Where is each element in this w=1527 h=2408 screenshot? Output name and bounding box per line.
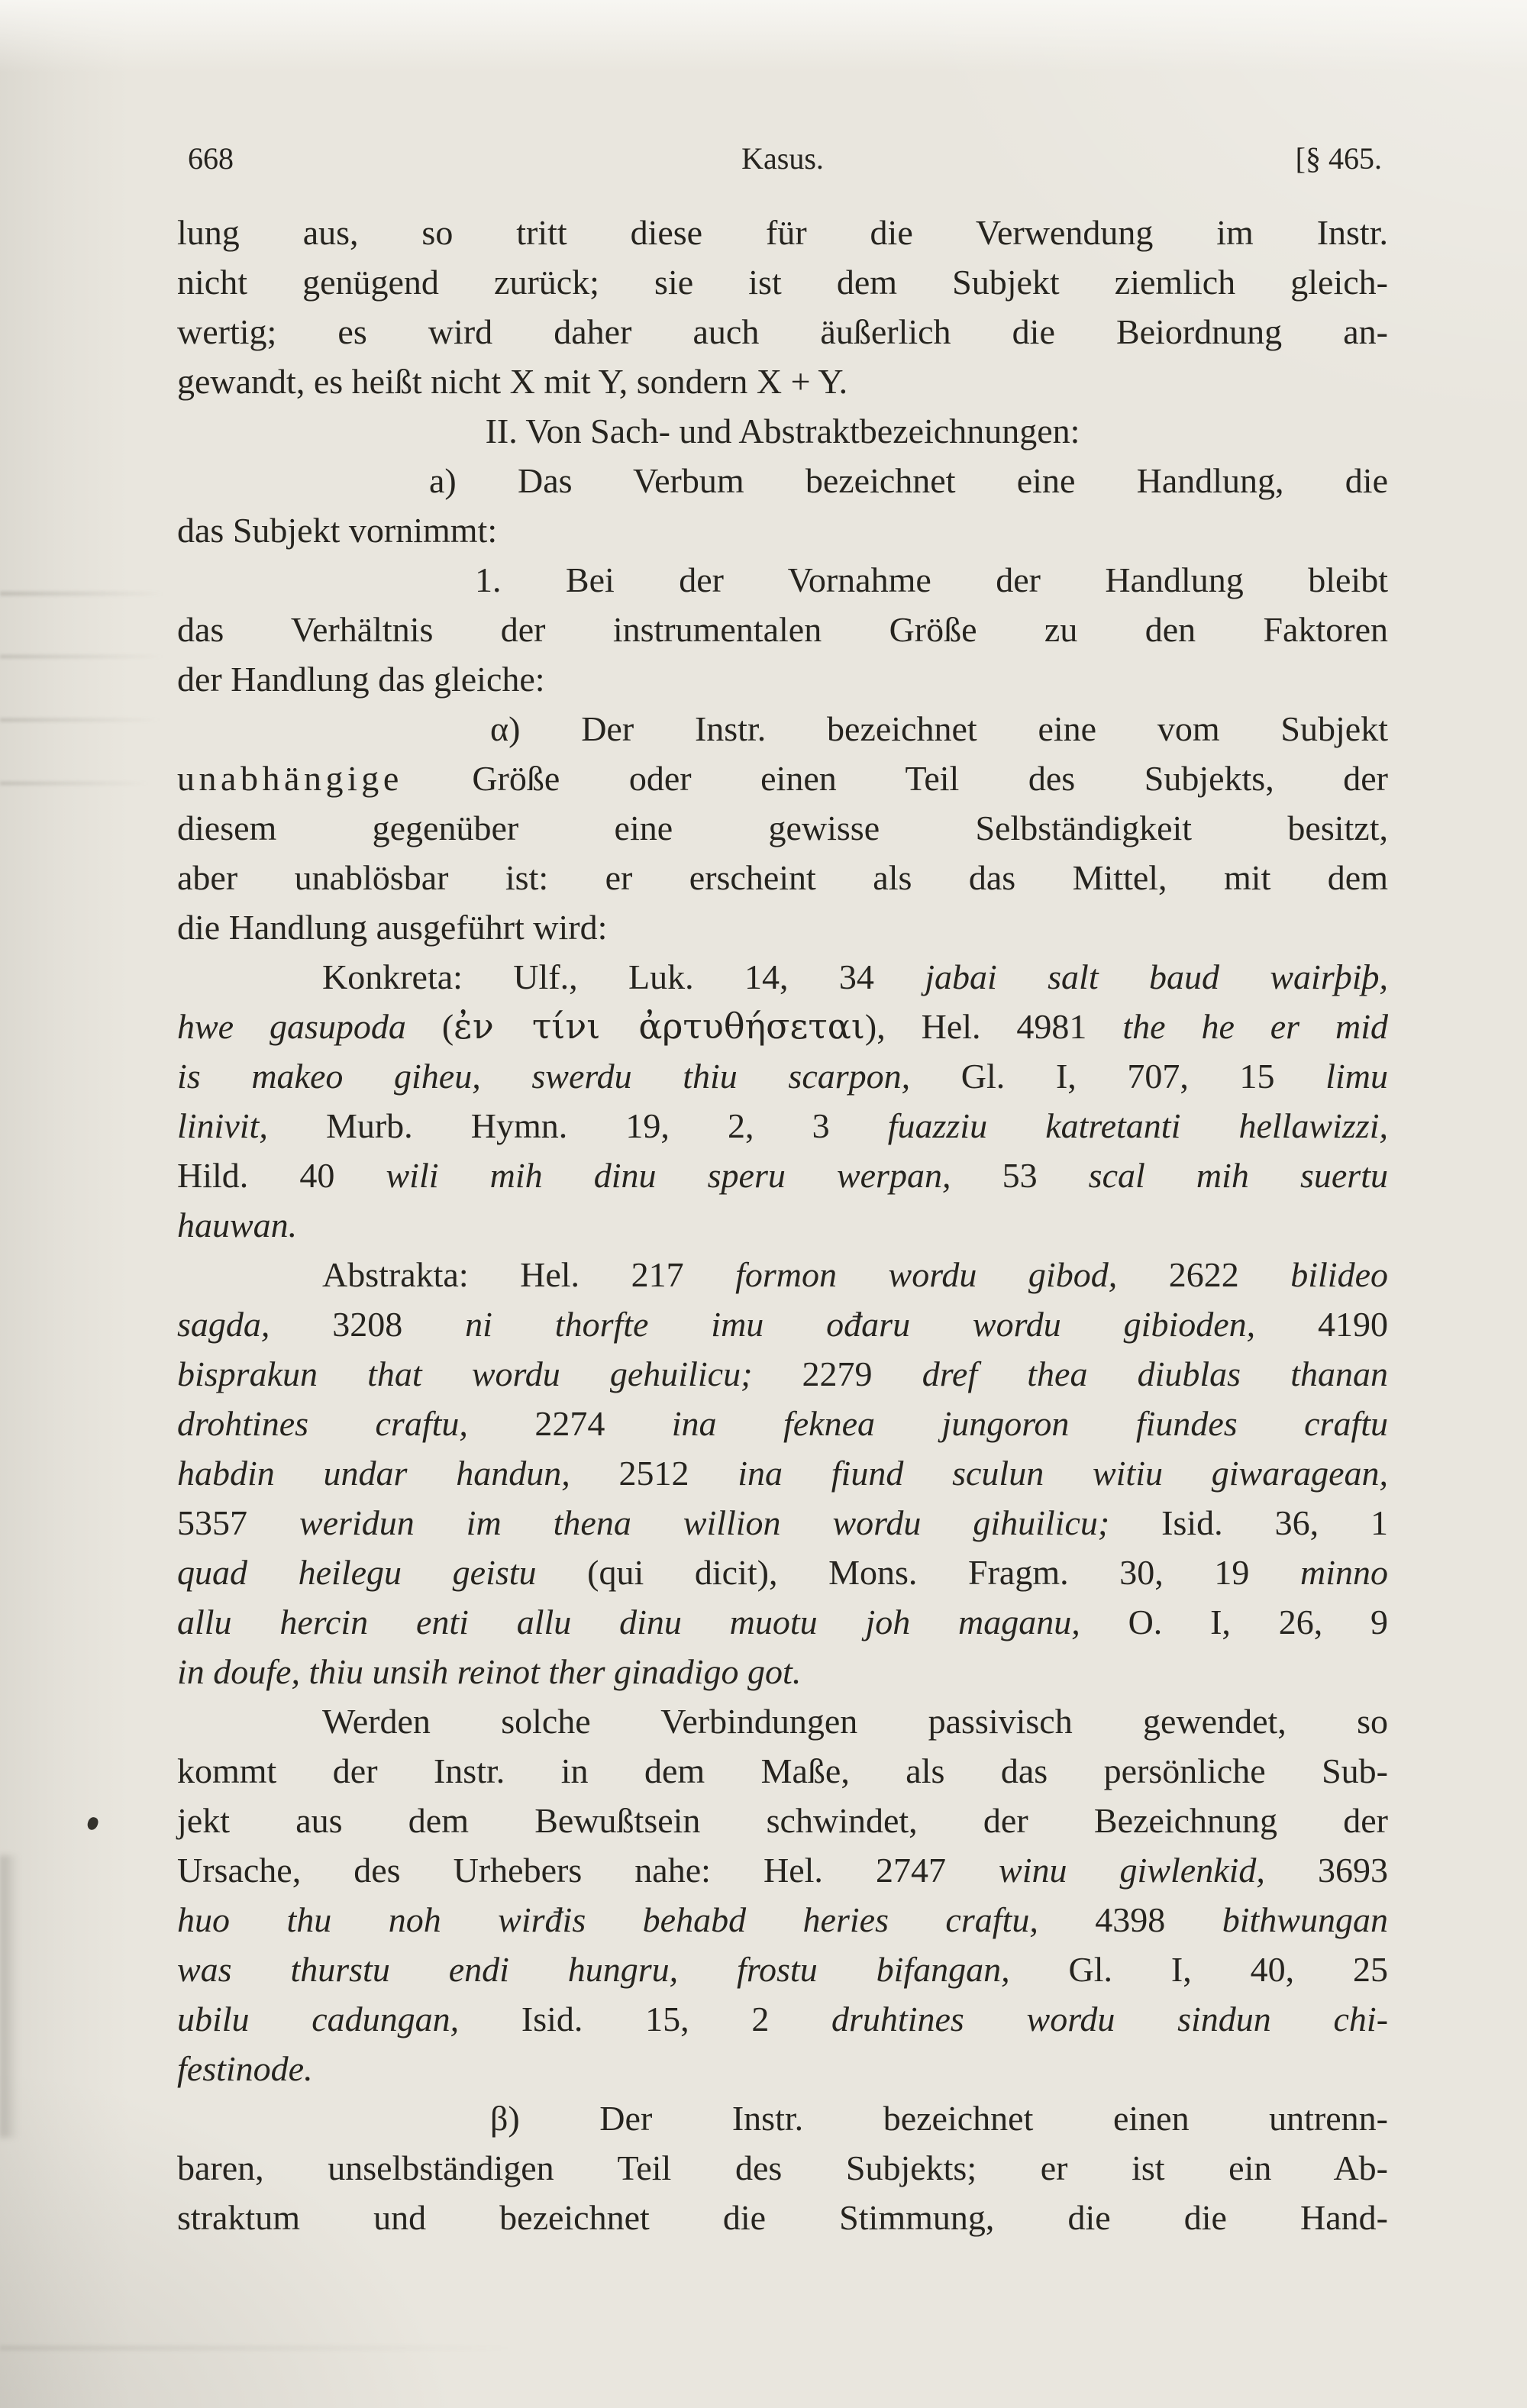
citation-italic-text: was thurstu endi hungru, frostu bifangan,: [177, 1950, 1069, 1989]
citation-italic-text: winu giwlenkid,: [999, 1851, 1318, 1890]
text-line: [177, 1299, 1388, 1349]
text-line: [177, 1448, 1388, 1498]
citation-italic-text: formon wordu gibod,: [735, 1255, 1169, 1294]
citation-italic-text: quad heilegu geistu: [177, 1553, 588, 1592]
text-line: [177, 1151, 1388, 1200]
citation-italic-text: the he er mid: [1122, 1007, 1388, 1046]
body-text: nicht genügend zurück; sie ist dem Subjekt ziemlich gleich-: [177, 263, 1388, 302]
body-text: Abstrakta: Hel. 217: [322, 1255, 736, 1294]
text-line: [177, 1548, 1388, 1597]
citation-italic-text: drohtines craftu,: [177, 1404, 535, 1443]
body-text: Werden solche Verbindungen passivisch gewendet, so: [322, 1702, 1388, 1741]
text-line: [177, 456, 1388, 505]
body-text: β) Der Instr. bezeichnet einen untrenn-: [490, 2099, 1388, 2138]
body-text: der Handlung das gleiche:: [177, 660, 545, 699]
citation-italic-text: hwe gasupoda: [177, 1007, 442, 1046]
body-text: 2274: [534, 1404, 672, 1443]
citation-italic-text: ubilu cadungan,: [177, 2000, 521, 2038]
body-text: 53: [1002, 1156, 1089, 1195]
body-text: (qui dicit), Mons. Fragm. 30, 19: [587, 1553, 1300, 1592]
citation-italic-text: jabai salt baud wairþiþ,: [925, 957, 1388, 996]
text-line: [177, 1250, 1388, 1299]
citation-italic-text: minno: [1300, 1553, 1388, 1592]
text-line: [177, 1399, 1388, 1448]
body-text: Größe oder einen Teil des Subjekts, der: [402, 759, 1388, 798]
text-line: [177, 1349, 1388, 1399]
scan-streak-artifact: [0, 592, 164, 596]
text-line: [177, 1845, 1388, 1895]
text-line: [177, 257, 1388, 307]
body-text: Gl. I, 707, 15: [960, 1057, 1326, 1096]
text-line: [177, 1101, 1388, 1151]
text-line: [177, 605, 1388, 654]
body-text: O. I, 26, 9: [1128, 1603, 1388, 1641]
text-line: [177, 1597, 1388, 1647]
text-line: [177, 1796, 1388, 1845]
body-text: straktum und bezeichnet die Stimmung, die die Hand-: [177, 2198, 1388, 2237]
text-line: [177, 1746, 1388, 1796]
citation-italic-text: dref thea diublas thanan: [922, 1354, 1388, 1393]
scan-streak-artifact: [0, 2345, 519, 2351]
greek-text: ἐν τίνι ἀρτυθήσεται: [454, 1005, 865, 1047]
body-text: Gl. I, 40, 25: [1068, 1950, 1389, 1989]
body-text: α) Der Instr. bezeichnet eine vom Subjekt: [490, 709, 1388, 748]
body-text: das Subjekt vornimmt:: [177, 511, 498, 550]
body-text: diesem gegenüber eine gewisse Selbständigkeit besitzt,: [177, 809, 1388, 847]
running-title: Kasus.: [741, 141, 824, 176]
text-line: [177, 902, 1388, 952]
body-text: Konkreta: Ulf., Luk. 14, 34: [322, 957, 925, 996]
text-line: [177, 1002, 1388, 1051]
citation-italic-text: limu: [1325, 1057, 1388, 1096]
citation-italic-text: bithwungan: [1222, 1900, 1388, 1939]
text-line: [177, 1696, 1388, 1746]
citation-italic-text: fuazziu katretanti hellawizzi,: [887, 1106, 1388, 1145]
body-text: die Handlung ausgeführt wird:: [177, 908, 608, 947]
text-line: [177, 1994, 1388, 2044]
body-text: ), Hel. 4981: [864, 1007, 1123, 1046]
citation-italic-text: weridun im thena willion wordu gihuilicu;: [299, 1503, 1162, 1542]
citation-italic-text: ni thorfte imu ođaru wordu gibioden,: [465, 1305, 1319, 1344]
body-text: gewandt, es heißt nicht X mit Y, sondern X + Y.: [177, 362, 848, 401]
body-text: (: [441, 1007, 454, 1046]
body-text: 3693: [1317, 1851, 1388, 1890]
citation-italic-text: allu hercin enti allu dinu muotu joh maganu,: [177, 1603, 1128, 1641]
citation-italic-text: huo thu noh wirđis behabd heries craftu,: [177, 1900, 1096, 1939]
body-text-block: [177, 208, 1388, 2242]
text-line: [177, 1895, 1388, 1945]
body-text: 1. Bei der Vornahme der Handlung bleibt: [475, 560, 1388, 599]
citation-italic-text: wili mih dinu speru werpan,: [386, 1156, 1002, 1195]
page-header: [177, 136, 1388, 182]
body-text: lung aus, so tritt diese für die Verwendung im Instr.: [177, 213, 1388, 252]
citation-italic-text: festinode.: [177, 2049, 313, 2088]
text-line: [177, 357, 1388, 406]
text-line: [177, 1051, 1388, 1101]
body-text: Isid. 36, 1: [1161, 1503, 1389, 1542]
citation-italic-text: ina feknea jungoron fiundes craftu: [671, 1404, 1389, 1443]
citation-italic-text: bilideo: [1290, 1255, 1389, 1294]
body-text: 3208: [332, 1305, 466, 1344]
citation-italic-text: in doufe, thiu unsih reinot ther ginadigo got.: [177, 1652, 802, 1691]
text-line: [177, 1945, 1388, 1994]
body-text: das Verhältnis der instrumentalen Größe zu den Faktoren: [177, 610, 1388, 649]
text-line: [177, 2093, 1388, 2143]
text-line: [177, 208, 1388, 257]
text-line: [177, 704, 1388, 754]
body-text: aber unablösbar ist: er erscheint als das Mittel, mit dem: [177, 858, 1388, 897]
text-line: [177, 2044, 1388, 2093]
text-line: [177, 1200, 1388, 1250]
body-text: 5357: [177, 1503, 299, 1542]
body-text: Ursache, des Urhebers nahe: Hel. 2747: [177, 1851, 999, 1890]
text-line: [177, 853, 1388, 902]
body-text: Murb. Hymn. 19, 2, 3: [325, 1106, 888, 1145]
body-text: 4398: [1095, 1900, 1222, 1939]
scan-streak-artifact: [0, 782, 149, 785]
scan-streak-artifact: [0, 655, 164, 658]
citation-italic-text: druhtines wordu sindun chi-: [831, 2000, 1389, 2038]
scan-streak-artifact: [0, 718, 160, 721]
body-text: 2622: [1168, 1255, 1291, 1294]
body-text: baren, unselbständigen Teil des Subjekts; er ist ein Ab-: [177, 2148, 1388, 2187]
text-line: [177, 754, 1388, 803]
text-line: [177, 1498, 1388, 1548]
scan-edge-smudge: [0, 1855, 18, 2138]
body-text: jekt aus dem Bewußtsein schwindet, der Bezeichnung der: [177, 1801, 1388, 1840]
body-text: 2512: [618, 1454, 738, 1493]
citation-italic-text: sagda,: [177, 1305, 333, 1344]
section-reference: [§ 465.: [1295, 141, 1382, 176]
text-line: [177, 803, 1388, 853]
body-text: 4190: [1318, 1305, 1389, 1344]
body-text: a) Das Verbum bezeichnet eine Handlung, die: [429, 461, 1388, 500]
body-text: Hild. 40: [177, 1156, 386, 1195]
citation-italic-text: is makeo giheu, swerdu thiu scarpon,: [177, 1057, 961, 1096]
letterspaced-term: unabhängige: [177, 759, 403, 798]
text-line: [177, 654, 1388, 704]
text-line: [177, 2193, 1388, 2242]
ink-speck: [86, 1816, 100, 1831]
body-text: kommt der Instr. in dem Maße, als das persönliche Sub-: [177, 1751, 1388, 1790]
text-line: [177, 952, 1388, 1002]
body-text: wertig; es wird daher auch äußerlich die Beiordnung an-: [177, 312, 1388, 351]
citation-italic-text: scal mih suertu: [1088, 1156, 1388, 1195]
body-text: II. Von Sach- und Abstraktbezeichnungen:: [485, 412, 1080, 450]
text-line: [177, 307, 1388, 357]
citation-italic-text: bisprakun that wordu gehuilicu;: [177, 1354, 802, 1393]
text-line: [177, 505, 1388, 555]
text-line: [177, 555, 1388, 605]
body-text: 2279: [802, 1354, 922, 1393]
citation-italic-text: linivit,: [177, 1106, 326, 1145]
citation-italic-text: ina fiund sculun witiu giwaragean,: [738, 1454, 1389, 1493]
body-text: Isid. 15, 2: [521, 2000, 832, 2038]
text-line: [177, 1647, 1388, 1696]
page-number: 668: [188, 141, 234, 176]
text-line: [177, 406, 1388, 456]
text-line: [177, 2143, 1388, 2193]
citation-italic-text: habdin undar handun,: [177, 1454, 619, 1493]
citation-italic-text: hauwan.: [177, 1206, 298, 1244]
